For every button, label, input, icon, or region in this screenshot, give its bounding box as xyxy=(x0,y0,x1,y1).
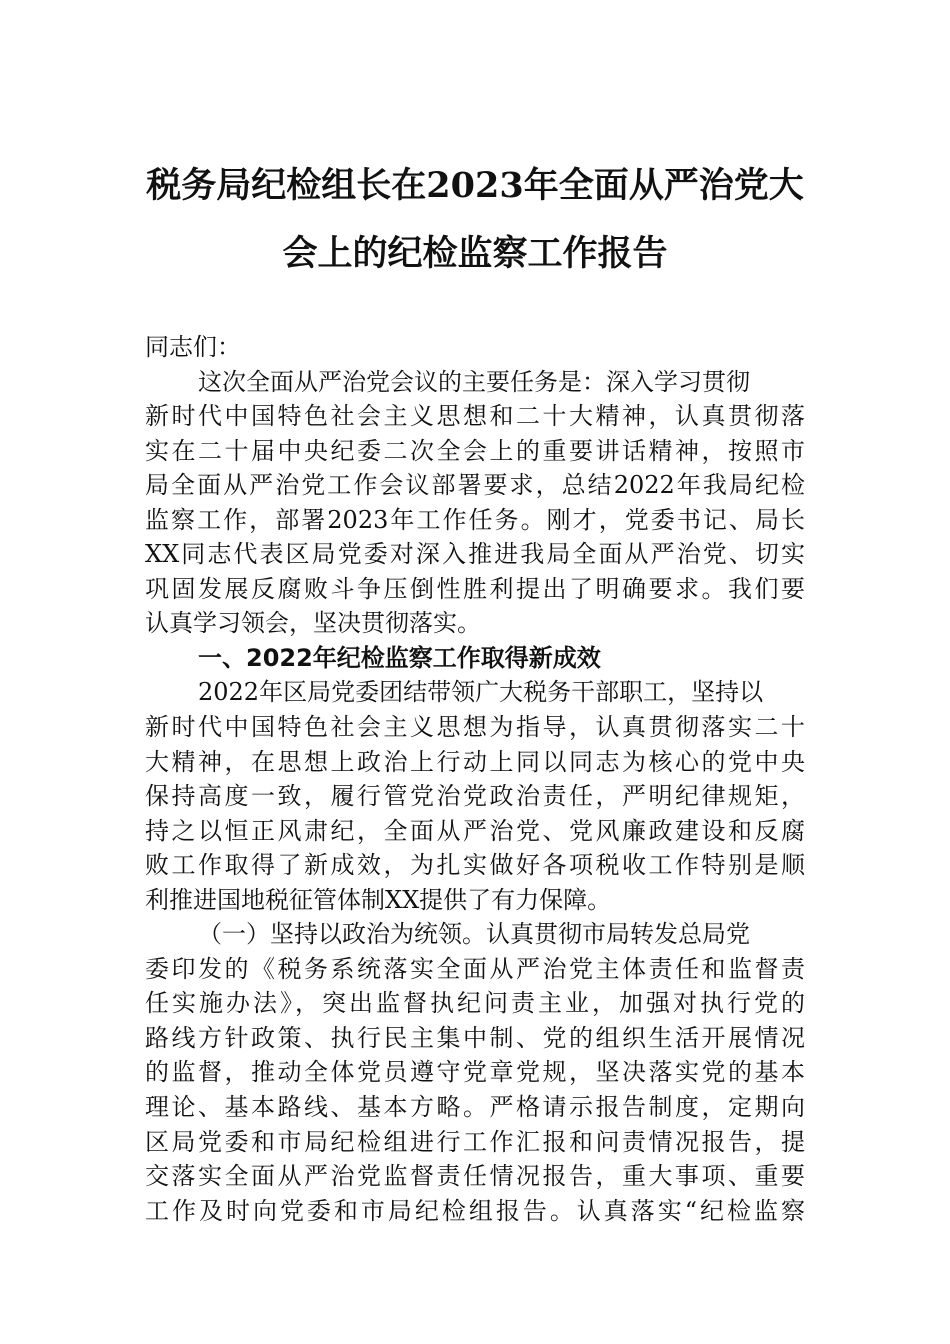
paragraph-line: 委印发的《税务系统落实全面从严治党主体责任和监督责 xyxy=(145,954,805,983)
paragraph-line: 的监督，推动全体党员遵守党章党规，坚决落实党的基本 xyxy=(145,1058,805,1087)
document-body xyxy=(145,330,805,1228)
paragraph-line: 这次全面从严治党会议的主要任务是：深入学习贯彻 xyxy=(198,367,750,396)
paragraph-line: （一）坚持以政治为统领。认真贯彻市局转发总局党 xyxy=(198,920,750,949)
document-title-line-1: 税务局纪检组长在2023年全面从严治党大 xyxy=(146,165,804,206)
paragraph-line: 监察工作，部署2023年工作任务。刚才，党委书记、局长 xyxy=(145,505,805,534)
paragraph-line: 新时代中国特色社会主义思想为指导，认真贯彻落实二十 xyxy=(145,713,805,742)
paragraph-line: XX同志代表区局党委对深入推进我局全面从严治党、切实 xyxy=(145,540,805,569)
paragraph-line: 理论、基本路线、基本方略。严格请示报告制度，定期向 xyxy=(145,1093,805,1122)
paragraph-line: 2022年区局党委团结带领广大税务干部职工，坚持以 xyxy=(198,678,764,707)
document-title-line-2: 会上的纪检监察工作报告 xyxy=(282,233,668,274)
paragraph-line: 工作及时向党委和市局纪检组报告。认真落实“纪检监察 xyxy=(145,1196,805,1225)
paragraph-line: 区局党委和市局纪检组进行工作汇报和问责情况报告，提 xyxy=(145,1127,805,1156)
paragraph-line: 巩固发展反腐败斗争压倒性胜利提出了明确要求。我们要 xyxy=(145,574,805,603)
paragraph-line: 败工作取得了新成效，为扎实做好各项税收工作特别是顺 xyxy=(145,851,805,880)
section-heading: 一、2022年纪检监察工作取得新成效 xyxy=(198,643,601,672)
paragraph-line: 同志们： xyxy=(145,333,241,361)
paragraph-line: 持之以恒正风肃纪，全面从严治党、党风廉政建设和反腐 xyxy=(145,816,805,845)
paragraph-line: 新时代中国特色社会主义思想和二十大精神，认真贯彻落 xyxy=(145,402,805,431)
paragraph-line: 任实施办法》，突出监督执纪问责主业，加强对执行党的 xyxy=(145,989,805,1018)
paragraph-line: 认真学习领会，坚决贯彻落实。 xyxy=(145,609,481,638)
paragraph-line: 利推进国地税征管体制XX提供了有力保障。 xyxy=(145,885,612,914)
paragraph-line: 大精神，在思想上政治上行动上同以同志为核心的党中央 xyxy=(145,747,805,776)
paragraph-line: 实在二十届中央纪委二次全会上的重要讲话精神，按照市 xyxy=(145,436,805,465)
paragraph-line: 保持高度一致，履行管党治党政治责任，严明纪律规矩， xyxy=(145,782,805,811)
paragraph-line: 路线方针政策、执行民主集中制、党的组织生活开展情况 xyxy=(145,1023,805,1052)
paragraph-line: 交落实全面从严治党监督责任情况报告，重大事项、重要 xyxy=(145,1162,805,1191)
paragraph-line: 局全面从严治党工作会议部署要求，总结2022年我局纪检 xyxy=(145,471,805,500)
